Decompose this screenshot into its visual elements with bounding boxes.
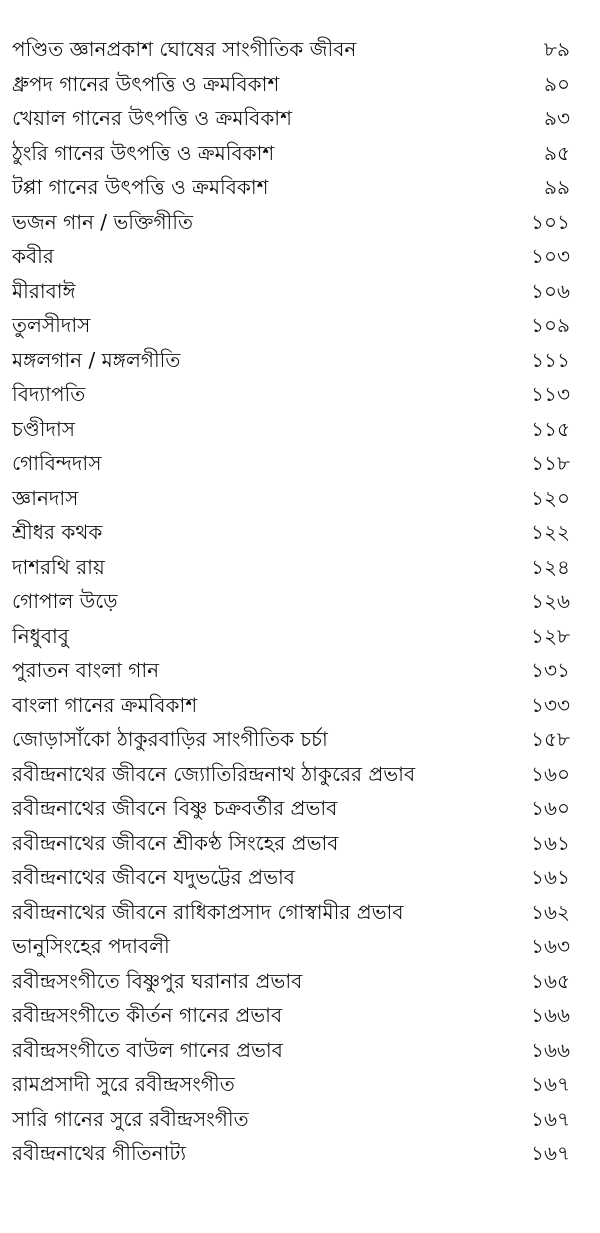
toc-entry-title: রবীন্দ্রনাথের গীতিনাট্য [12, 1141, 187, 1165]
toc-entry-title: রবীন্দ্রসংগীতে বাউল গানের প্রভাব [12, 1037, 283, 1062]
toc-entry-page-number: ১০৯ [531, 313, 570, 337]
toc-entry-page-number: ১৬৭ [531, 1072, 570, 1096]
toc-entry-page-number: ১২৪ [531, 554, 570, 579]
toc-entry-page-number: ১৬০ [531, 796, 570, 820]
toc-entry-page-number: ১১১ [531, 347, 570, 372]
toc-entry [0, 860, 600, 895]
toc-entry-title: ঠুংরি গানের উৎপত্তি ও ক্রমবিকাশ [12, 140, 275, 165]
toc-entry-title: রবীন্দ্রসংগীতে বিষ্ণুপুর ঘরানার প্রভাব [12, 968, 303, 993]
toc-entry [0, 964, 600, 999]
toc-entry [0, 446, 600, 481]
toc-entry-page-number: ১০৩ [531, 244, 570, 268]
toc-entry [0, 170, 600, 205]
toc-entry-title: নিধুবাবু [12, 623, 69, 648]
toc-entry-title: জোড়াসাঁকো ঠাকুরবাড়ির সাংগীতিক চর্চা [12, 727, 328, 751]
toc-entry-page-number: ১১৮ [531, 451, 570, 475]
toc-entry-page-number: ১১৫ [531, 416, 570, 441]
toc-entry [0, 791, 600, 826]
toc-entry-page-number: ১৬৬ [531, 1003, 570, 1027]
toc-entry-title: জ্ঞানদাস [12, 485, 79, 510]
toc-entry [0, 377, 600, 412]
toc-entry-title: রবীন্দ্রনাথের জীবনে শ্রীকণ্ঠ সিংহের প্রভাব [12, 830, 339, 855]
toc-entry-title: খেয়াল গানের উৎপত্তি ও ক্রমবিকাশ [12, 106, 292, 130]
toc-entry [0, 929, 600, 964]
toc-entry-title: রবীন্দ্রনাথের জীবনে যদুভট্টের প্রভাব [12, 865, 295, 889]
toc-entry-page-number: ১৫৮ [531, 727, 570, 751]
toc-entry-title: কবীর [12, 244, 54, 268]
toc-entry [0, 1136, 600, 1171]
toc-entry-page-number: ১৬৫ [531, 968, 570, 993]
toc-entry-page-number: ১৩৩ [531, 692, 570, 717]
toc-entry [0, 274, 600, 309]
toc-entry [0, 412, 600, 447]
toc-entry-page-number: ১০১ [531, 209, 570, 234]
toc-entry-page-number: ১৬৭ [531, 1106, 570, 1131]
toc-entry-page-number: ১২২ [531, 520, 570, 544]
toc-entry-page-number: ১৬১ [531, 830, 570, 855]
toc-entry [0, 32, 600, 67]
toc-entry-page-number: ৯৯ [544, 175, 570, 199]
toc-entry-title: রবীন্দ্রনাথের জীবনে রাধিকাপ্রসাদ গোস্বামীর প্রভাব [12, 899, 404, 924]
toc-entry [0, 550, 600, 585]
toc-entry-title: ভজন গান / ভক্তিগীতি [12, 209, 193, 234]
toc-entry-title: রবীন্দ্রসংগীতে কীর্তন গানের প্রভাব [12, 1003, 283, 1027]
toc-entry-title: চণ্ডীদাস [12, 416, 75, 441]
toc-entry-page-number: ১৩১ [531, 658, 570, 682]
toc-entry [0, 688, 600, 723]
toc-entry-title: মীরাবাঈ [12, 278, 76, 303]
toc-entry [0, 757, 600, 792]
toc-entry-page-number: ৯৫ [544, 140, 570, 165]
toc-entry-title: মঙ্গলগান / মঙ্গলগীতি [12, 347, 181, 372]
toc-entry [0, 653, 600, 688]
toc-entry-page-number: ১২০ [531, 485, 570, 510]
toc-entry-title: রামপ্রসাদী সুরে রবীন্দ্রসংগীত [12, 1072, 235, 1096]
toc-entry-title: রবীন্দ্রনাথের জীবনে বিষ্ণু চক্রবর্তীর প্রভাব [12, 796, 338, 820]
toc-entry-page-number: ১২৮ [531, 623, 570, 648]
table-of-contents [0, 32, 600, 1171]
toc-entry-title: রবীন্দ্রনাথের জীবনে জ্যোতিরিন্দ্রনাথ ঠাকুরের প্রভাব [12, 761, 416, 786]
toc-entry [0, 619, 600, 654]
toc-entry [0, 998, 600, 1033]
toc-entry [0, 481, 600, 516]
toc-entry [0, 67, 600, 102]
toc-entry [0, 584, 600, 619]
toc-entry-page-number: ১৬২ [531, 899, 570, 924]
toc-entry-title: শ্রীধর কথক [12, 520, 103, 544]
toc-entry-title: সারি গানের সুরে রবীন্দ্রসংগীত [12, 1106, 249, 1131]
toc-entry [0, 1102, 600, 1137]
toc-entry-title: ভানুসিংহের পদাবলী [12, 934, 170, 958]
toc-entry-title: টপ্পা গানের উৎপত্তি ও ক্রমবিকাশ [12, 175, 269, 199]
toc-entry [0, 1033, 600, 1068]
toc-entry-page-number: ১০৬ [531, 278, 570, 303]
toc-entry-title: পুরাতন বাংলা গান [12, 658, 160, 682]
toc-entry [0, 343, 600, 378]
toc-entry [0, 308, 600, 343]
toc-entry [0, 895, 600, 930]
toc-entry-page-number: ৯৩ [544, 106, 570, 130]
toc-entry-title: বাংলা গানের ক্রমবিকাশ [12, 692, 198, 717]
toc-entry [0, 101, 600, 136]
toc-entry-title: দাশরথি রায় [12, 554, 105, 579]
toc-entry-title: গোবিন্দদাস [12, 451, 102, 475]
toc-entry-page-number: ১১৩ [531, 382, 570, 406]
toc-entry-title: গোপাল উড়ে [12, 589, 118, 613]
toc-entry-page-number: ১৬৬ [531, 1037, 570, 1062]
toc-entry-title: পণ্ডিত জ্ঞানপ্রকাশ ঘোষের সাংগীতিক জীবন [12, 37, 357, 61]
toc-entry-page-number: ১৬৭ [531, 1141, 570, 1165]
toc-entry-page-number: ১৬০ [531, 761, 570, 786]
toc-entry-page-number: ৯০ [544, 71, 570, 96]
toc-entry-title: ধ্রুপদ গানের উৎপত্তি ও ক্রমবিকাশ [12, 71, 280, 96]
toc-entry [0, 205, 600, 240]
toc-entry [0, 515, 600, 550]
toc-entry-page-number: ১৬৩ [531, 934, 570, 958]
toc-entry-page-number: ১২৬ [531, 589, 570, 613]
toc-entry-page-number: ১৬১ [531, 865, 570, 889]
toc-entry [0, 239, 600, 274]
toc-entry-page-number: ৮৯ [544, 37, 570, 61]
toc-entry [0, 1067, 600, 1102]
toc-entry [0, 826, 600, 861]
toc-entry-title: বিদ্যাপতি [12, 382, 86, 406]
toc-entry [0, 136, 600, 171]
toc-entry-title: তুলসীদাস [12, 313, 91, 337]
toc-entry [0, 722, 600, 757]
